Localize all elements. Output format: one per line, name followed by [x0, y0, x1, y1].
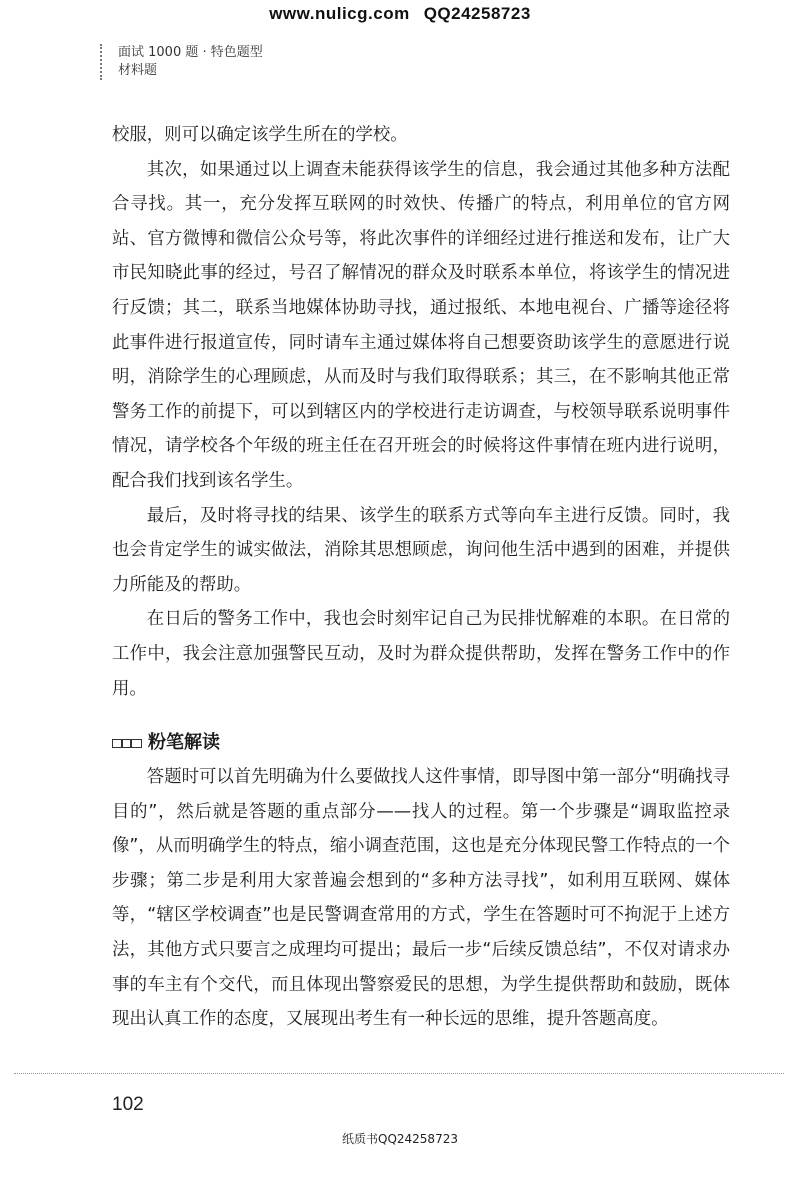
section-body: 答题时可以首先明确为什么要做找人这件事情，即导图中第一部分“明确找寻目的”，然后就是答题的重点部分——找人的过程。第一个步骤是“调取监控录像”，从而明确学生的特点，缩小调查范围，这也是充分体现民警工作特点的一个步骤；第二步是利用大家普遍会想到的“多种方法寻找”，如利用互联网、媒体等，“辖区学校调查”也是民警调查常用的方式，学生在答题时可不拘泥于上述方法，其他方式只要言之成理均可提出；最后一步“后续反馈总结”，不仅对请求办事的车主有个交代，而且体现出警察爱民的思想，为学生提供帮助和鼓励，既体现出认真工作的态度，又展现出考生有一种长远的思维，提升答题高度。 [112, 767, 730, 1030]
paragraph: 最后，及时将寻找的结果、该学生的联系方式等向车主进行反馈。同时，我也会肯定学生的诚实做法，消除其思想顾虑，询问他生活中遇到的困难，并提供力所能及的帮助。 [112, 505, 730, 595]
paragraph: 在日后的警务工作中，我也会时刻牢记自己为民排忧解难的本职。在日常的工作中，我会注意加强警民互动，及时为群众提供帮助，发挥在警务工作中的作用。 [112, 609, 730, 699]
running-head-subtitle: 材料题 [118, 63, 158, 78]
page-content [112, 118, 730, 1037]
page-number: 102 [112, 1094, 144, 1115]
running-head [100, 44, 263, 80]
running-head-title: 面试 1000 题 · 特色题型 [118, 45, 263, 60]
paragraph: 其次，如果通过以上调查未能获得该学生的信息，我会通过其他多种方法配合寻找。其一，充分发挥互联网的时效快、传播广的特点，利用单位的官方网站、官方微博和微信公众号等，将此次事件的详细经过进行推送和发布，让广大市民知晓此事的经过，号召了解情况的群众及时联系本单位，将该学生的情况进行反馈；其二，联系当地媒体协助寻找，通过报纸、本地电视台、广播等途径将此事件进行报道宣传，同时请车主通过媒体将自己想要资助该学生的意愿进行说明，消除学生的心理顾虑，从而及时与我们取得联系；其三，在不影响其他正常警务工作的前提下，可以到辖区内的学校进行走访调查，与校领导联系说明事件情况，请学校各个年级的班主任在召开班会的时候将这件事情在班内进行说明，配合我们找到该名学生。 [112, 159, 730, 491]
footer-divider [14, 1073, 784, 1074]
watermark-qq: QQ24258723 [423, 4, 531, 23]
section-marker-icon [112, 739, 142, 748]
section-heading-text: 粉笔解读 [148, 732, 220, 754]
watermark-bottom: 纸质书QQ24258723 [342, 1132, 458, 1146]
watermark-top [0, 4, 800, 24]
section-heading [112, 726, 730, 760]
watermark-site: www.nulicg.com [269, 4, 410, 23]
paragraph: 校服，则可以确定该学生所在的学校。 [112, 125, 408, 145]
